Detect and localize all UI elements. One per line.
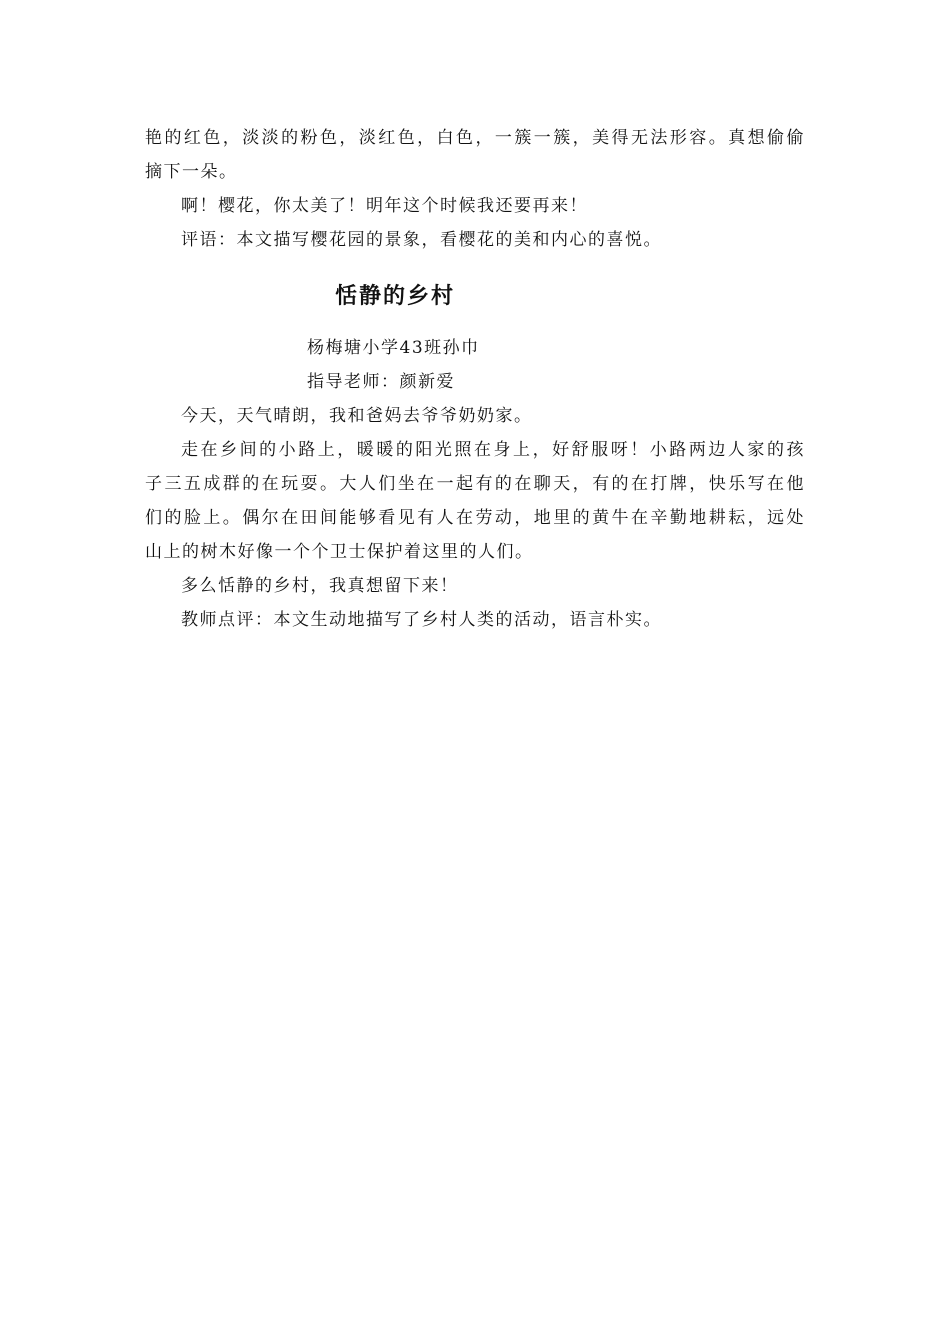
paragraph-line: 走在乡间的小路上，暖暖的阳光照在身上，好舒服呀！小路两边人家的孩 bbox=[181, 440, 805, 460]
story-title: 恬静的乡村 bbox=[335, 284, 456, 309]
paragraph: 今天，天气晴朗，我和爸妈去爷爷奶奶家。 bbox=[181, 406, 533, 426]
paragraph-line: 艳的红色，淡淡的粉色，淡红色，白色，一簇一簇，美得无法形容。真想偷偷 bbox=[145, 128, 805, 148]
teacher-line: 指导老师：颜新爱 bbox=[307, 372, 455, 392]
paragraph: 啊！樱花，你太美了！明年这个时候我还要再来！ bbox=[181, 196, 588, 216]
comment: 评语：本文描写樱花园的景象，看樱花的美和内心的喜悦。 bbox=[181, 230, 662, 250]
paragraph-line: 摘下一朵。 bbox=[145, 162, 238, 182]
paragraph: 多么恬静的乡村，我真想留下来！ bbox=[181, 576, 459, 596]
paragraph-line: 们的脸上。偶尔在田间能够看见有人在劳动，地里的黄牛在辛勤地耕耘，远处 bbox=[145, 508, 805, 528]
paragraph-line: 子三五成群的在玩耍。大人们坐在一起有的在聊天，有的在打牌，快乐写在他 bbox=[145, 474, 805, 494]
story-text bbox=[145, 402, 805, 634]
previous-story-text bbox=[145, 124, 805, 254]
author-line: 杨梅塘小学43班孙巾 bbox=[307, 338, 480, 358]
paragraph-line: 山上的树木好像一个个卫士保护着这里的人们。 bbox=[145, 542, 534, 562]
comment: 教师点评：本文生动地描写了乡村人类的活动，语言朴实。 bbox=[181, 610, 662, 630]
